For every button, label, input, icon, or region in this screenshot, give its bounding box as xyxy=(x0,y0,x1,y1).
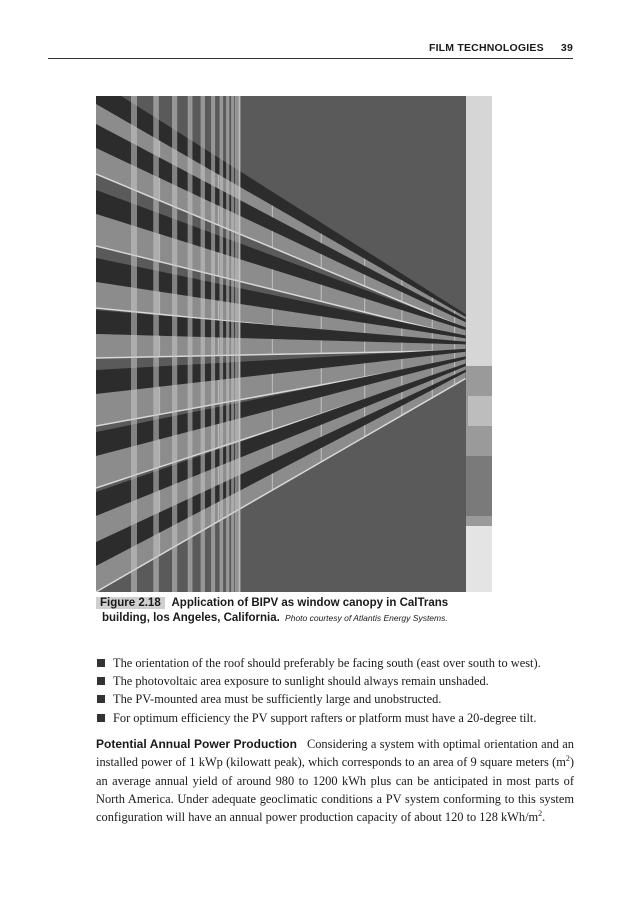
header-section-title: FILM TECHNOLOGIES xyxy=(428,42,544,54)
photo-credit: Photo courtesy of Atlantis Energy Systems. xyxy=(285,613,448,623)
section-heading: Potential Annual Power Production xyxy=(96,737,297,751)
caption-line-1: Application of BIPV as window canopy in CalTrans xyxy=(171,597,449,609)
page-number: 39 xyxy=(560,42,573,54)
bullet-square-icon xyxy=(97,659,105,667)
bullet-square-icon xyxy=(97,677,105,685)
bullet-square-icon xyxy=(97,695,105,703)
figure-label: Figure 2.18 xyxy=(96,597,165,609)
building-facade-photo xyxy=(96,96,492,592)
facade-illustration xyxy=(96,96,492,592)
list-item: The PV-mounted area must be sufficiently large and unobstructed. xyxy=(96,690,576,708)
list-item: The photovoltaic area exposure to sunlight should always remain unshaded. xyxy=(96,672,576,690)
body-paragraph: Potential Annual Power Production Considering a system with optimal orientation and an installed power of 1 kWp (kilowatt peak), which corresponds to an area of 9 square meters $(m^2)$ an average annual yield of around 980 to 1200 kWh plus can be anticipated in most parts of North America. Under adequate geoclimatic conditions a PV system conforming to this system configuration will have an annual power production capacity of about 120 to 128 kWh/$m^2$. xyxy=(96,737,574,825)
figure-caption xyxy=(96,596,516,626)
list-item: For optimum efficiency the PV support rafters or platform must have a 20-degree tilt. xyxy=(96,709,576,727)
distant-tree xyxy=(466,456,492,516)
requirements-list xyxy=(96,654,576,727)
running-header xyxy=(48,40,573,59)
list-item: The orientation of the roof should preferably be facing south (east over south to west). xyxy=(96,654,576,672)
caption-line-2: building, los Angeles, California. xyxy=(102,612,280,624)
distant-building xyxy=(468,396,492,426)
bullet-square-icon xyxy=(97,714,105,722)
